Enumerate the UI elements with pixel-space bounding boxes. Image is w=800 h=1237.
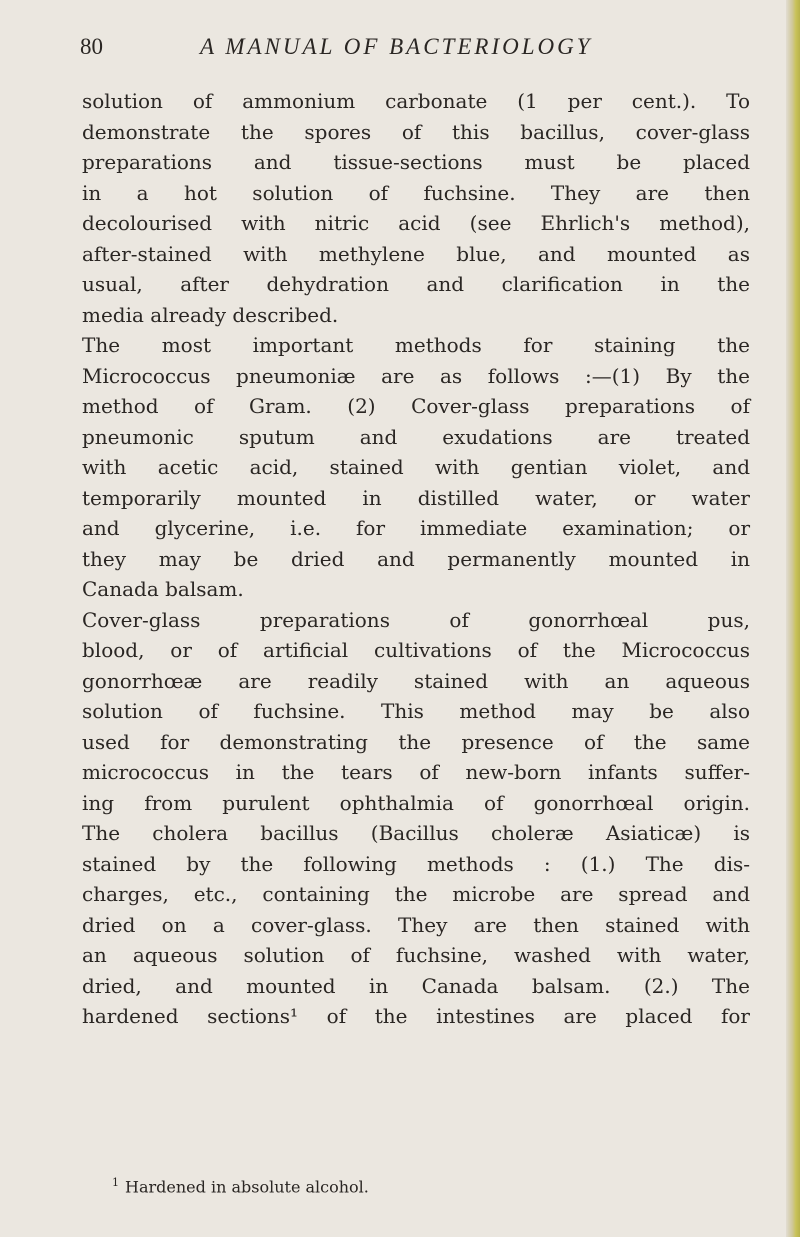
text-line: solution of ammonium carbonate (1 per cent.). To [82,89,750,113]
text-line: preparations and tissue-sections must be placed [82,150,750,174]
text-line: micrococcus in the tears of new-born infants suffer- [82,760,750,784]
page-number: 80 [80,34,103,59]
text-line: temporarily mounted in distilled water, or water [82,485,750,510]
page-edge [786,0,800,1237]
text-line: and glycerine, i.e. for immediate examination; or [82,516,750,540]
page-header [80,34,740,66]
text-line: dried, and mounted in Canada balsam. (2.) The [82,973,750,998]
running-title: A MANUAL OF BACTERIOLOGY [200,34,593,59]
text-line: they may be dried and permanently mounted in [82,546,750,571]
text-line: solution of fuchsine. This method may be also [82,699,750,723]
text-line: media already described. [82,302,339,327]
text-line: The cholera bacillus (Bacillus choleræ Asiaticæ) is [82,821,750,845]
text-line: after-stained with methylene blue, and mounted as [82,241,750,266]
text-line: used for demonstrating the presence of the same [82,729,750,754]
text-line: with acetic acid, stained with gentian violet, and [82,455,750,479]
text-line: ing from purulent ophthalmia of gonorrhœal origin. [82,790,750,815]
text-line: method of Gram. (2) Cover-glass preparations of [82,394,750,418]
footnote-marker: 1 [112,1176,119,1189]
body-text [82,86,750,1032]
text-line: Micrococcus pneumoniæ are as follows :—(1) By the [82,363,750,388]
text-line: blood, or of artificial cultivations of the Micrococcus [82,638,750,662]
text-line: usual, after dehydration and clarification in the [82,272,750,296]
text-line: pneumonic sputum and exudations are treated [82,424,750,449]
text-line: stained by the following methods : (1.) The dis- [82,851,750,876]
text-line: demonstrate the spores of this bacillus, cover-glass [82,119,750,144]
text-line: dried on a cover-glass. They are then stained with [82,912,750,937]
text-line: decolourised with nitric acid (see Ehrlich's method), [82,211,750,235]
footnote-text: Hardened in absolute alcohol. [125,1177,369,1197]
text-line: The most important methods for staining the [82,333,750,357]
text-line: in a hot solution of fuchsine. They are then [82,180,750,205]
text-line: charges, etc., containing the microbe are spread and [82,882,750,906]
text-line: Canada balsam. [82,577,244,601]
text-line: gonorrhœæ are readily stained with an aqueous [82,668,750,693]
text-line: Cover-glass preparations of gonorrhœal pus, [82,607,750,632]
text-line: hardened sections¹ of the intestines are placed for [82,1004,750,1028]
footnote [112,1176,369,1196]
text-line: an aqueous solution of fuchsine, washed with water, [82,943,750,967]
